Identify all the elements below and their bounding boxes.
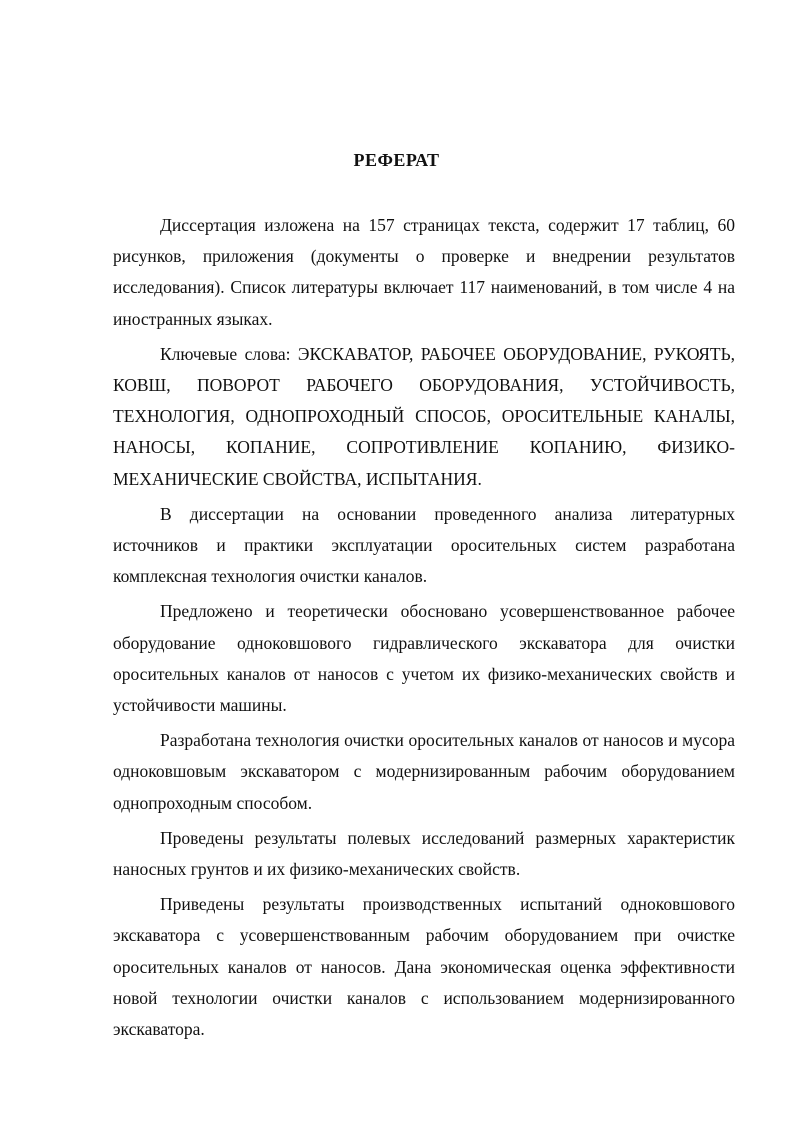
paragraph-summary: Диссертация изложена на 157 страницах текста, содержит 17 таблиц, 60 рисунков, приложения (документы о проверке и внедрении результатов исследования). Список литературы включает 117 наименований, в том числе 4 на иностранных языках. [113,215,735,329]
paragraph-keywords: Ключевые слова: ЭКСКАВАТОР, РАБОЧЕЕ ОБОРУДОВАНИЕ, РУКОЯТЬ, КОВШ, ПОВОРОТ РАБОЧЕГО ОБОРУДОВАНИЯ, УСТОЙЧИВОСТЬ, ТЕХНОЛОГИЯ, ОДНОПРОХОДНЫЙ СПОСОБ, ОРОСИТЕЛЬНЫЕ КАНАЛЫ, НАНОСЫ, КОПАНИЕ, СОПРОТИВЛЕНИЕ КОПАНИЮ, ФИЗИКО-МЕХАНИЧЕСКИЕ СВОЙСТВА, ИСПЫТАНИЯ. [113,343,735,489]
page-title: РЕФЕРАТ [353,150,440,170]
paragraph-analysis: В диссертации на основании проведенного анализа литературных источников и практики эксплуатации оросительных систем разработана комплексная технология очистки каналов. [113,503,735,587]
paragraph-equipment: Предложено и теоретически обосновано усовершенствованное рабочее оборудование одноковшового гидравлического экскаватора для очистки оросительных каналов от наносов с учетом их физико-механических свойств и устойчивости машины. [113,601,735,716]
paragraph-field-research: Проведены результаты полевых исследований размерных характеристик наносных грунтов и их физико-механических свойств. [113,827,735,880]
paragraph-production-tests: Приведены результаты производственных испытаний одноковшового экскаватора с усовершенствованным рабочим оборудованием при очистке оросительных каналов от наносов. Дана экономическая оценка эффективности новой технологии очистки каналов с использованием модернизированного экскаватора. [113,894,735,1040]
paragraph-technology: Разработана технология очистки оросительных каналов от наносов и мусора одноковшовым экскаватором с модернизированным рабочим оборудованием однопроходным способом. [113,730,735,813]
abstract-body [113,210,735,1045]
